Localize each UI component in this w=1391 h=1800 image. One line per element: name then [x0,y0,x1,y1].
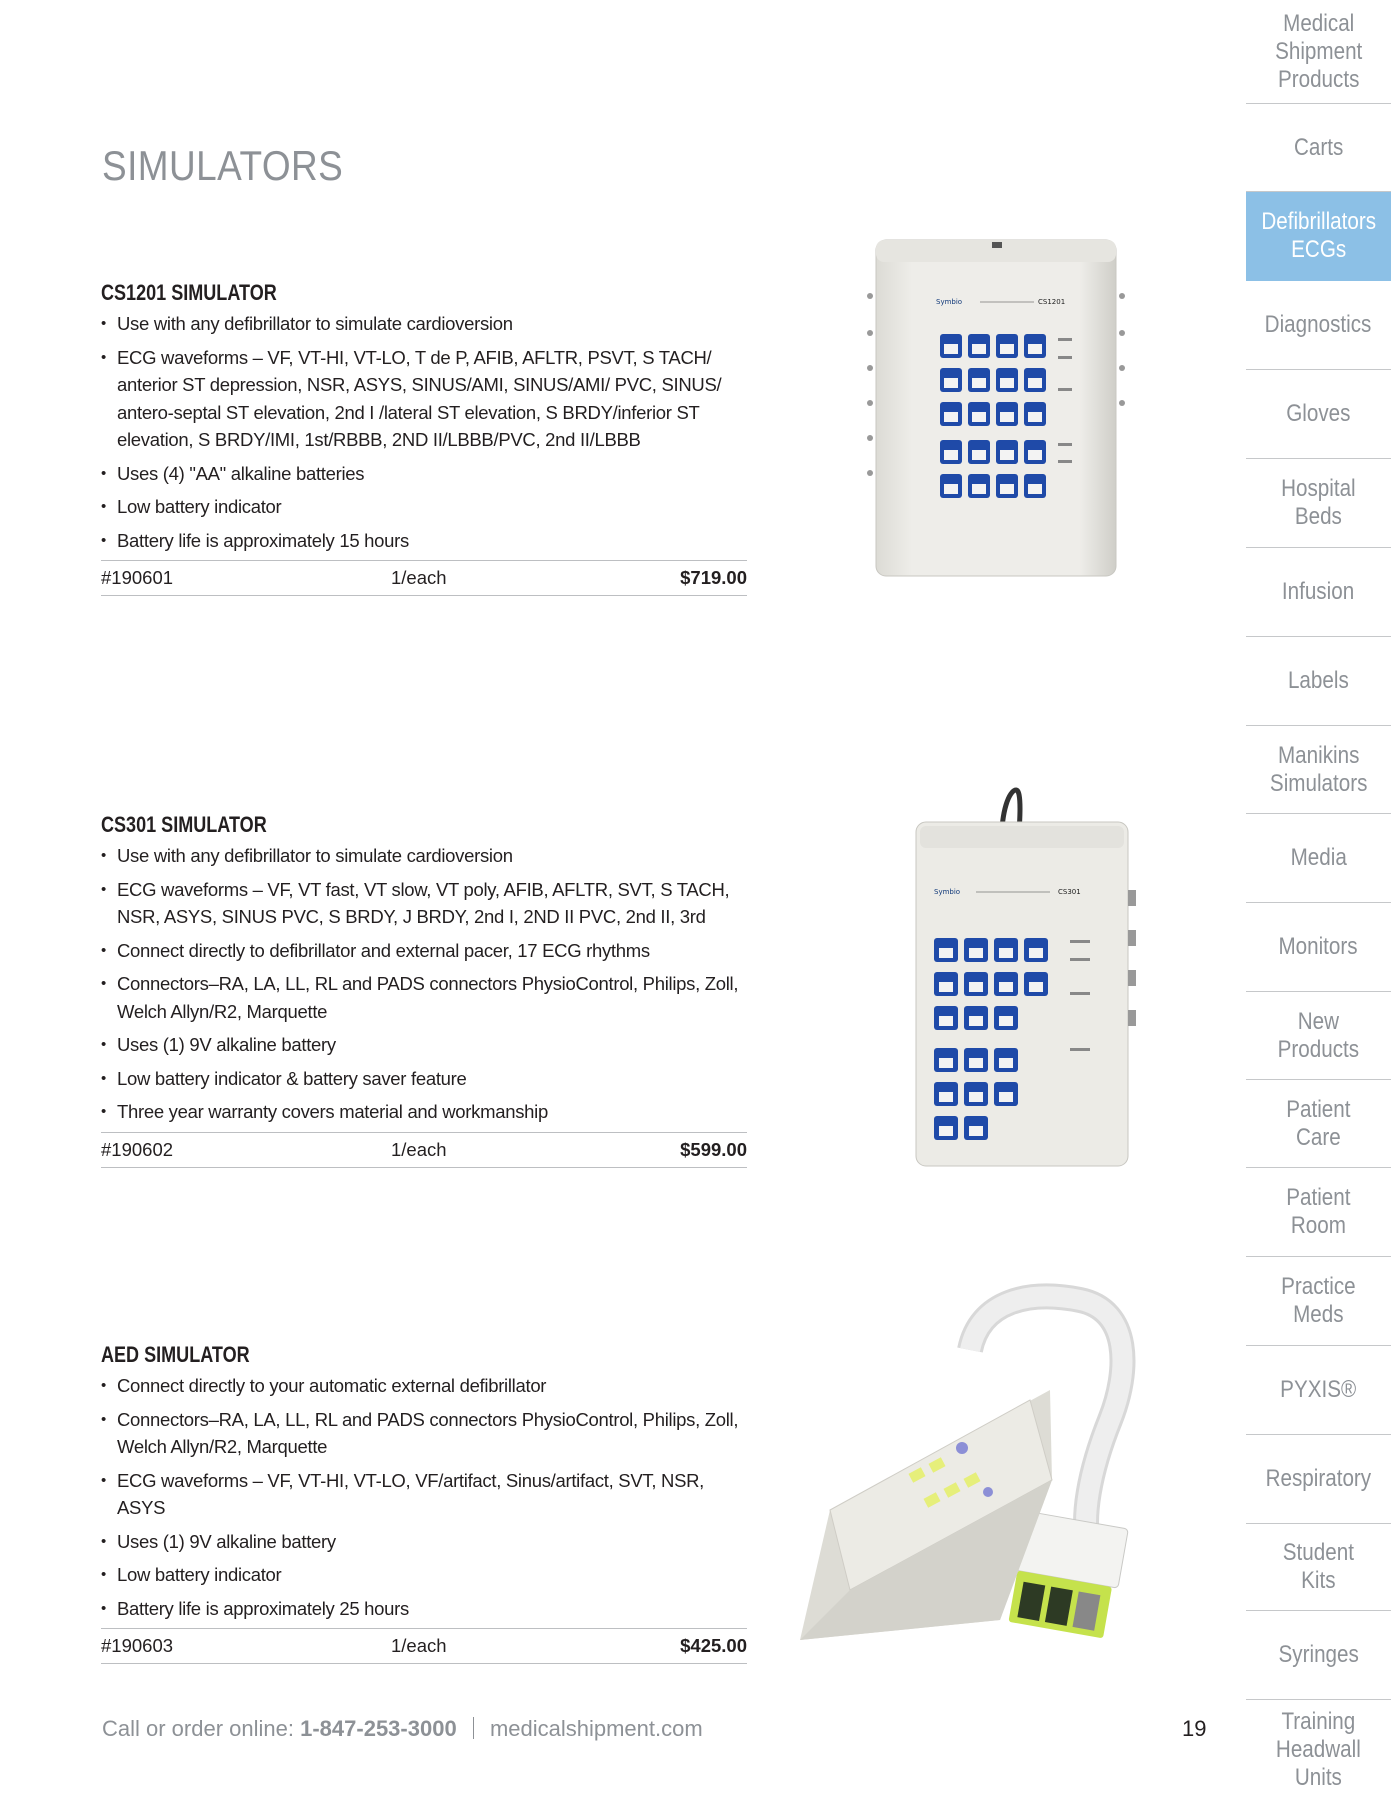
sidebar-item-syringes[interactable]: Syringes [1246,1611,1391,1700]
unit-quantity: 1/each [391,567,447,588]
price: $719.00 [680,567,747,588]
sidebar-item-student-kits[interactable]: Student Kits [1246,1524,1391,1611]
footer-divider [473,1717,474,1739]
feature-item: • Connect directly to defibrillator and external pacer, 17 ECG rhythms [101,937,747,965]
device-brand: Symbio [936,298,963,306]
sidebar-item-new-products[interactable]: New Products [1246,992,1391,1080]
page-number: 19 [1182,1716,1207,1741]
product-name: CS1201 SIMULATOR [101,280,277,305]
sidebar-item-infusion[interactable]: Infusion [1246,548,1391,637]
device-brand: Symbio [934,888,961,896]
product-cs1201 [101,280,747,596]
product-cs301 [101,812,747,1168]
feature-list [101,842,747,1126]
feature-item: • Battery life is approximately 15 hours [101,527,747,555]
sidebar-item-manikins-simulators[interactable]: Manikins Simulators [1246,726,1391,814]
sidebar-item-hospital-beds[interactable]: Hospital Beds [1246,459,1391,548]
sidebar-item-labels[interactable]: Labels [1246,637,1391,726]
feature-list [101,310,747,554]
footer-call-text: Call or order online: [102,1716,294,1741]
order-row [101,560,747,596]
price: $599.00 [680,1138,747,1160]
sidebar-item-diagnostics[interactable]: Diagnostics [1246,281,1391,370]
aed-simulator-image [790,1260,1210,1705]
product-aed [101,1342,747,1664]
sidebar-item-carts[interactable]: Carts [1246,104,1391,192]
sidebar-item-practice-meds[interactable]: Practice Meds [1246,1257,1391,1346]
feature-item: • Three year warranty covers material and workmanship [101,1098,747,1126]
footer-website-link[interactable]: medicalshipment.com [489,1716,703,1741]
unit-quantity: 1/each [391,1635,447,1656]
order-row [101,1628,747,1664]
cs1201-simulator-image [862,238,1128,583]
device-model: CS1201 [1038,298,1066,306]
sidebar-item-medical-shipment-products[interactable]: Medical Shipment Products [1246,0,1391,104]
sidebar-item-respiratory[interactable]: Respiratory [1246,1435,1391,1524]
feature-item: • Use with any defibrillator to simulate cardioversion [101,310,747,338]
feature-item: • Connectors–RA, LA, LL, RL and PADS connectors PhysioControl, Philips, Zoll, Welch Allyn/R2, Marquette [101,1406,747,1461]
product-name: AED SIMULATOR [101,1342,250,1367]
feature-item: • Connectors–RA, LA, LL, RL and PADS connectors PhysioControl, Philips, Zoll, Welch Allyn/R2, Marquette [101,970,747,1025]
item-number: #190602 [101,1138,174,1160]
sidebar-item-monitors[interactable]: Monitors [1246,903,1391,992]
feature-item: • Low battery indicator [101,1561,747,1589]
feature-item: • Uses (1) 9V alkaline battery [101,1528,747,1556]
feature-item: • Battery life is approximately 25 hours [101,1595,747,1623]
feature-item: • Uses (1) 9V alkaline battery [101,1031,747,1059]
feature-item: • ECG waveforms – VF, VT fast, VT slow, VT poly, AFIB, AFLTR, SVT, S TACH, NSR, ASYS, SINUS PVC, S BRDY, J BRDY, 2nd I, 2ND II PVC, 2nd II, 3rd [101,876,747,931]
footer-phone[interactable]: 1-847-253-3000 [300,1716,457,1741]
sidebar-item-media[interactable]: Media [1246,814,1391,903]
feature-item: • Connect directly to your automatic external defibrillator [101,1372,747,1400]
feature-item: • ECG waveforms – VF, VT-HI, VT-LO, VF/artifact, Sinus/artifact, SVT, NSR, ASYS [101,1467,747,1522]
footer-contact [102,1716,703,1742]
sidebar-item-patient-care[interactable]: Patient Care [1246,1080,1391,1168]
product-name: CS301 SIMULATOR [101,812,267,837]
sidebar-item-training-headwall-units[interactable]: Training Headwall Units [1276,1708,1361,1791]
sidebar-item-defibrillators-ecgs[interactable]: Defibrillators ECGs [1246,192,1391,281]
price: $425.00 [680,1635,747,1656]
feature-item: • Low battery indicator [101,493,747,521]
item-number: #190603 [101,1635,174,1656]
order-row [101,1132,747,1168]
cs301-simulator-image [910,780,1140,1175]
sidebar-item-pyxis[interactable]: PYXIS® [1246,1346,1391,1435]
feature-item: • Use with any defibrillator to simulate cardioversion [101,842,747,870]
feature-item: • ECG waveforms – VF, VT-HI, VT-LO, T de P, AFIB, AFLTR, PSVT, S TACH/ anterior ST depression, NSR, ASYS, SINUS/AMI, SINUS/AMI/ PVC, SINUS/ antero-septal ST elevation, 2nd I /lateral ST elevation, S BRDY/inferior ST elevation, S BRDY/IMI, 1st/RBBB, 2ND II/LBBB/PVC, 2nd II/LBBB [101,344,747,454]
feature-list [101,1372,747,1622]
feature-item: • Uses (4) "AA" alkaline batteries [101,460,747,488]
unit-quantity: 1/each [391,1138,447,1160]
sidebar-item-patient-room[interactable]: Patient Room [1246,1168,1391,1257]
device-model: CS301 [1058,888,1081,896]
page-title: SIMULATORS [102,142,344,189]
item-number: #190601 [101,567,174,588]
sidebar-item-gloves[interactable]: Gloves [1246,370,1391,459]
feature-item: • Low battery indicator & battery saver feature [101,1065,747,1093]
